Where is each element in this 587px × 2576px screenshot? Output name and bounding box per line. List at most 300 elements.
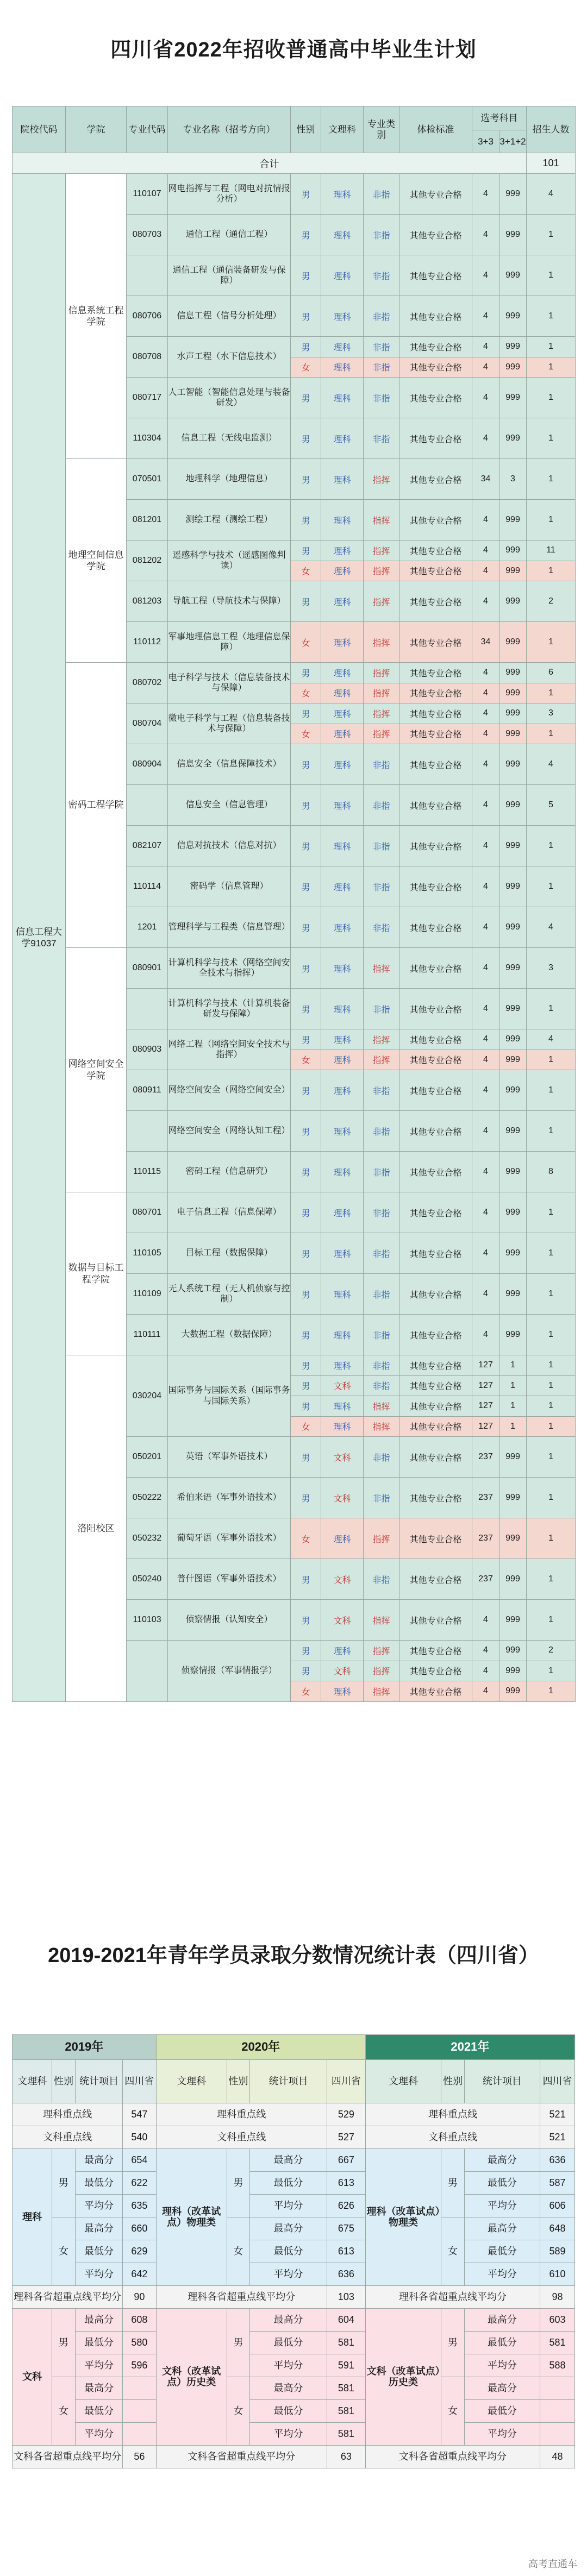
subjects-3-3-cell: 4: [472, 866, 499, 907]
quota-cell: 1: [527, 683, 576, 703]
quota-cell: 1: [527, 255, 576, 296]
subjects-3-3-cell: 4: [472, 337, 499, 357]
track-cell: 理科: [321, 622, 364, 663]
header-subjects: 选考科目: [472, 106, 527, 130]
category-cell: 指挥: [364, 1416, 399, 1437]
col-gender: 性别: [227, 2060, 250, 2103]
column-header-row: [13, 2060, 575, 2103]
college-cell: 数据与目标工程学院: [66, 1192, 127, 1355]
track-cell: 理科: [321, 581, 364, 622]
major-code: 080702: [127, 663, 168, 703]
major-name: 遥感科学与技术（遥感图像判读）: [168, 541, 291, 581]
stat-value: 622: [123, 2172, 156, 2195]
quota-cell: 1: [527, 561, 576, 581]
major-code: [127, 785, 168, 826]
stat-label: 最低分: [75, 2400, 122, 2423]
track-cell: 理科: [321, 500, 364, 541]
track-cell: 理科: [321, 1355, 364, 1376]
subjects-3-1-2-cell: 999: [499, 1152, 527, 1192]
gender-cell: 男: [291, 459, 321, 500]
major-code: 080911: [127, 1070, 168, 1111]
physical-cell: 其他专业合格: [399, 1152, 472, 1192]
stat-value: [540, 2377, 575, 2400]
track-label: 理科（改革试点）物理类: [156, 2149, 227, 2286]
gender-cell: 男: [291, 785, 321, 826]
gender-cell: 男: [291, 1600, 321, 1641]
major-name: 信息安全（信息保障技术）: [168, 744, 291, 785]
subjects-3-1-2-cell: 999: [499, 337, 527, 357]
category-cell: 非指: [364, 1355, 399, 1376]
stat-value: 588: [540, 2354, 575, 2377]
track-cell: 理科: [321, 826, 364, 866]
major-name: 信息对抗技术（信息对抗）: [168, 826, 291, 866]
subjects-3-1-2-cell: 999: [499, 1050, 527, 1070]
physical-cell: 其他专业合格: [399, 357, 472, 378]
key-line-label: 理科重点线: [365, 2103, 540, 2126]
col-track: 文理科: [156, 2060, 227, 2103]
physical-cell: 其他专业合格: [399, 1274, 472, 1315]
gender-label: 男: [441, 2149, 465, 2217]
track-cell: 理科: [321, 948, 364, 989]
header-physical: 体检标准: [399, 106, 472, 153]
over-line-avg-label: 理科各省超重点线平均分: [365, 2286, 540, 2309]
gender-cell: 男: [291, 1375, 321, 1396]
college-cell: 地理空间信息学院: [66, 459, 127, 663]
subjects-3-3-cell: 237: [472, 1559, 499, 1600]
gender-cell: 男: [291, 418, 321, 459]
gender-cell: 男: [291, 1111, 321, 1152]
subjects-3-3-cell: 34: [472, 459, 499, 500]
over-line-avg-value: 56: [123, 2446, 156, 2468]
track-cell: 理科: [321, 1233, 364, 1274]
stat-row: [13, 2263, 575, 2286]
subjects-3-1-2-cell: 999: [499, 1641, 527, 1661]
quota-cell: 1: [527, 826, 576, 866]
gender-cell: 男: [291, 337, 321, 357]
college-cell: 信息系统工程学院: [66, 174, 127, 459]
subjects-3-3-cell: 4: [472, 1681, 499, 1702]
category-cell: 非指: [364, 907, 399, 948]
physical-cell: 其他专业合格: [399, 1355, 472, 1376]
subjects-3-1-2-cell: 999: [499, 1070, 527, 1111]
major-code: [127, 255, 168, 296]
subjects-3-1-2-cell: 999: [499, 1274, 527, 1315]
category-cell: 指挥: [364, 459, 399, 500]
gender-cell: 男: [291, 1661, 321, 1681]
subjects-3-1-2-cell: 999: [499, 866, 527, 907]
physical-cell: 其他专业合格: [399, 1050, 472, 1070]
stat-value: [540, 2400, 575, 2423]
plan-row: [13, 459, 576, 500]
over-line-avg-value: 98: [540, 2286, 575, 2309]
stat-value: 667: [327, 2149, 365, 2172]
gender-cell: 男: [291, 1192, 321, 1233]
category-cell: 指挥: [364, 1029, 399, 1050]
track-cell: 理科: [321, 215, 364, 255]
stat-label: 平均分: [464, 2354, 540, 2377]
track-cell: 理科: [321, 724, 364, 744]
subjects-3-3-cell: 4: [472, 1661, 499, 1681]
major-name: 电子科学与技术（信息装备技术与保障）: [168, 663, 291, 703]
quota-cell: 1: [527, 1661, 576, 1681]
subjects-3-3-cell: 4: [472, 1274, 499, 1315]
physical-cell: 其他专业合格: [399, 459, 472, 500]
category-cell: 指挥: [364, 1641, 399, 1661]
gender-label: 男: [52, 2309, 76, 2377]
over-line-avg-value: 90: [123, 2286, 156, 2309]
major-code: 050222: [127, 1478, 168, 1518]
track-cell: 理科: [321, 1070, 364, 1111]
over-line-avg-value: 48: [540, 2446, 575, 2468]
major-code: [127, 1111, 168, 1152]
col-stat: 统计项目: [75, 2060, 122, 2103]
key-line-label: 理科重点线: [13, 2103, 123, 2126]
category-cell: 非指: [364, 989, 399, 1029]
col-track: 文理科: [13, 2060, 52, 2103]
track-cell: 理科: [321, 1192, 364, 1233]
stat-value: 581: [327, 2400, 365, 2423]
gender-cell: 男: [291, 1559, 321, 1600]
category-cell: 非指: [364, 1192, 399, 1233]
subjects-3-3-cell: 4: [472, 418, 499, 459]
major-code: 110115: [127, 1152, 168, 1192]
quota-cell: 6: [527, 663, 576, 683]
subjects-3-1-2-cell: 999: [499, 1559, 527, 1600]
quota-cell: 1: [527, 1233, 576, 1274]
stat-value: 581: [327, 2332, 365, 2354]
subjects-3-3-cell: 34: [472, 622, 499, 663]
track-cell: 理科: [321, 1050, 364, 1070]
subjects-3-1-2-cell: 999: [499, 1233, 527, 1274]
year-header: 2020年: [156, 2035, 365, 2060]
stat-value: 591: [327, 2354, 365, 2377]
major-code: 110304: [127, 418, 168, 459]
header-quota: 招生人数: [527, 106, 576, 153]
subjects-3-3-cell: 4: [472, 703, 499, 724]
gender-label: 女: [441, 2377, 465, 2446]
gender-label: 男: [441, 2309, 465, 2377]
stat-label: 最低分: [464, 2240, 540, 2263]
major-name: 信息工程（无线电监测）: [168, 418, 291, 459]
physical-cell: 其他专业合格: [399, 907, 472, 948]
track-label: 文科: [13, 2309, 52, 2446]
col-track: 文理科: [365, 2060, 441, 2103]
major-code: 081201: [127, 500, 168, 541]
subjects-3-3-cell: 4: [472, 1111, 499, 1152]
quota-cell: 1: [527, 1396, 576, 1417]
physical-cell: 其他专业合格: [399, 744, 472, 785]
subjects-3-3-cell: 237: [472, 1518, 499, 1559]
stat-value: 608: [123, 2309, 156, 2332]
physical-cell: 其他专业合格: [399, 948, 472, 989]
plan-row: [13, 174, 576, 215]
subjects-3-3-cell: 4: [472, 1070, 499, 1111]
stat-label: 最高分: [75, 2217, 122, 2240]
stat-value: 606: [540, 2195, 575, 2217]
quota-cell: 1: [527, 1111, 576, 1152]
subjects-3-1-2-cell: 999: [499, 1600, 527, 1641]
header-subjects-3-1-2: 3+1+2: [499, 130, 527, 153]
quota-cell: 1: [527, 1315, 576, 1355]
subjects-3-1-2-cell: 999: [499, 581, 527, 622]
quota-cell: 1: [527, 1050, 576, 1070]
gender-cell: 男: [291, 296, 321, 337]
quota-cell: 1: [527, 1375, 576, 1396]
major-name: 侦察情报（认知安全）: [168, 1600, 291, 1641]
physical-cell: 其他专业合格: [399, 581, 472, 622]
stat-label: 最低分: [464, 2400, 540, 2423]
quota-cell: 2: [527, 1641, 576, 1661]
major-code: 080717: [127, 378, 168, 418]
stat-row: [13, 2195, 575, 2217]
subjects-3-3-cell: 4: [472, 581, 499, 622]
quota-cell: 3: [527, 703, 576, 724]
major-code: 110112: [127, 622, 168, 663]
quota-cell: 2: [527, 581, 576, 622]
header-gender: 性别: [291, 106, 321, 153]
category-cell: 指挥: [364, 1661, 399, 1681]
gender-cell: 女: [291, 561, 321, 581]
quota-cell: 1: [527, 378, 576, 418]
major-code: 080701: [127, 1192, 168, 1233]
gender-cell: 男: [291, 1274, 321, 1315]
over-line-avg-label: 理科各省超重点线平均分: [13, 2286, 123, 2309]
stat-value: 675: [327, 2217, 365, 2240]
subjects-3-3-cell: 4: [472, 500, 499, 541]
quota-cell: 1: [527, 1478, 576, 1518]
subjects-3-3-cell: 4: [472, 1233, 499, 1274]
gender-cell: 男: [291, 1233, 321, 1274]
gender-cell: 女: [291, 622, 321, 663]
subjects-3-1-2-cell: 999: [499, 1437, 527, 1478]
physical-cell: 其他专业合格: [399, 989, 472, 1029]
major-name: 军事地理信息工程（地理信息保障）: [168, 622, 291, 663]
header-major-code: 专业代码: [127, 106, 168, 153]
category-cell: 非指: [364, 1152, 399, 1192]
gender-cell: 男: [291, 703, 321, 724]
major-name: 通信工程（通信工程）: [168, 215, 291, 255]
stat-value: 604: [327, 2309, 365, 2332]
quota-cell: 1: [527, 989, 576, 1029]
subjects-3-3-cell: 4: [472, 296, 499, 337]
col-province: 四川省: [327, 2060, 365, 2103]
category-cell: 指挥: [364, 1396, 399, 1417]
physical-cell: 其他专业合格: [399, 683, 472, 703]
physical-cell: 其他专业合格: [399, 1437, 472, 1478]
major-name: 网络空间安全（网络认知工程）: [168, 1111, 291, 1152]
subjects-3-1-2-cell: 999: [499, 541, 527, 561]
col-province: 四川省: [123, 2060, 156, 2103]
subjects-3-1-2-cell: 1: [499, 1396, 527, 1417]
subjects-3-3-cell: 4: [472, 561, 499, 581]
subjects-3-1-2-cell: 999: [499, 1518, 527, 1559]
subjects-3-1-2-cell: 999: [499, 1315, 527, 1355]
stat-label: 最低分: [75, 2332, 122, 2354]
header-major-name: 专业名称（招考方向）: [168, 106, 291, 153]
major-code: 070501: [127, 459, 168, 500]
physical-cell: 其他专业合格: [399, 826, 472, 866]
stat-row: [13, 2354, 575, 2377]
major-code: 110109: [127, 1274, 168, 1315]
subjects-3-1-2-cell: 999: [499, 683, 527, 703]
gender-cell: 男: [291, 1437, 321, 1478]
major-name: 电子信息工程（信息保障）: [168, 1192, 291, 1233]
track-cell: 理科: [321, 337, 364, 357]
category-cell: 非指: [364, 337, 399, 357]
track-cell: 理科: [321, 1518, 364, 1559]
stat-value: 648: [540, 2217, 575, 2240]
major-code: 110114: [127, 866, 168, 907]
gender-label: 女: [227, 2377, 250, 2446]
subjects-3-1-2-cell: 999: [499, 296, 527, 337]
stat-label: 平均分: [75, 2263, 122, 2286]
stat-label: 最低分: [75, 2172, 122, 2195]
major-code: 110111: [127, 1315, 168, 1355]
major-name: 密码学（信息管理）: [168, 866, 291, 907]
stat-value: [123, 2400, 156, 2423]
subjects-3-1-2-cell: 999: [499, 357, 527, 378]
stat-label: 最高分: [464, 2149, 540, 2172]
category-cell: 非指: [364, 296, 399, 337]
category-cell: 非指: [364, 215, 399, 255]
stat-label: 最高分: [75, 2149, 122, 2172]
gender-cell: 男: [291, 907, 321, 948]
quota-cell: 1: [527, 1600, 576, 1641]
major-code: 080904: [127, 744, 168, 785]
subjects-3-3-cell: 4: [472, 357, 499, 378]
track-cell: 理科: [321, 785, 364, 826]
subjects-3-1-2-cell: 999: [499, 1111, 527, 1152]
stat-value: 613: [327, 2240, 365, 2263]
category-cell: 非指: [364, 357, 399, 378]
over-line-avg-value: 63: [327, 2446, 365, 2468]
major-name: 无人系统工程（无人机侦察与控制）: [168, 1274, 291, 1315]
stat-value: 636: [327, 2263, 365, 2286]
subjects-3-3-cell: 4: [472, 378, 499, 418]
stat-value: 613: [327, 2172, 365, 2195]
key-line-label: 文科重点线: [156, 2126, 327, 2149]
quota-cell: 1: [527, 215, 576, 255]
subjects-3-1-2-cell: 999: [499, 724, 527, 744]
track-cell: 文科: [321, 1559, 364, 1600]
physical-cell: 其他专业合格: [399, 337, 472, 357]
subjects-3-3-cell: 4: [472, 683, 499, 703]
physical-cell: 其他专业合格: [399, 561, 472, 581]
stat-label: 最低分: [250, 2332, 327, 2354]
category-cell: 非指: [364, 1111, 399, 1152]
col-gender: 性别: [441, 2060, 465, 2103]
track-cell: 文科: [321, 1478, 364, 1518]
subjects-3-1-2-cell: 999: [499, 255, 527, 296]
stat-label: 平均分: [464, 2195, 540, 2217]
gender-cell: 男: [291, 378, 321, 418]
stat-label: 平均分: [464, 2423, 540, 2446]
major-name: 导航工程（导航技术与保障）: [168, 581, 291, 622]
stat-value: 654: [123, 2149, 156, 2172]
stat-label: 平均分: [75, 2195, 122, 2217]
gender-cell: 男: [291, 1641, 321, 1661]
major-name: 微电子科学与工程（信息装备技术与保障）: [168, 703, 291, 744]
key-line-value: 521: [540, 2103, 575, 2126]
subjects-3-1-2-cell: 999: [499, 826, 527, 866]
physical-cell: 其他专业合格: [399, 1681, 472, 1702]
subjects-3-3-cell: 127: [472, 1375, 499, 1396]
physical-cell: 其他专业合格: [399, 1375, 472, 1396]
stat-value: [123, 2377, 156, 2400]
major-name: 普什图语（军事外语技术）: [168, 1559, 291, 1600]
major-code: 030204: [127, 1355, 168, 1437]
track-cell: 理科: [321, 357, 364, 378]
college-cell: 洛阳校区: [66, 1355, 127, 1702]
major-code: 050232: [127, 1518, 168, 1559]
subjects-3-3-cell: 237: [472, 1437, 499, 1478]
stat-value: [123, 2423, 156, 2446]
gender-cell: 男: [291, 1152, 321, 1192]
stat-value: 587: [540, 2172, 575, 2195]
gender-label: 女: [52, 2377, 76, 2446]
track-cell: 理科: [321, 1274, 364, 1315]
stat-row: [13, 2309, 575, 2332]
track-cell: 文科: [321, 1437, 364, 1478]
physical-cell: 其他专业合格: [399, 1315, 472, 1355]
gender-cell: 男: [291, 500, 321, 541]
track-cell: 理科: [321, 418, 364, 459]
category-cell: 非指: [364, 785, 399, 826]
gender-label: 女: [52, 2217, 76, 2286]
category-cell: 指挥: [364, 724, 399, 744]
quota-cell: 1: [527, 1681, 576, 1702]
subjects-3-1-2-cell: 999: [499, 1661, 527, 1681]
major-name: 人工智能（智能信息处理与装备研发）: [168, 378, 291, 418]
track-cell: 文科: [321, 1600, 364, 1641]
quota-cell: 1: [527, 357, 576, 378]
stats-title: 2019-2021年青年学员录取分数情况统计表（四川省）: [48, 1944, 539, 1967]
category-cell: 非指: [364, 866, 399, 907]
subjects-3-3-cell: 4: [472, 1641, 499, 1661]
track-cell: 理科: [321, 703, 364, 724]
category-cell: 指挥: [364, 561, 399, 581]
category-cell: 指挥: [364, 948, 399, 989]
stat-value: 635: [123, 2195, 156, 2217]
key-line-value: 547: [123, 2103, 156, 2126]
major-code: [127, 1641, 168, 1702]
total-value: 101: [527, 153, 576, 174]
physical-cell: 其他专业合格: [399, 866, 472, 907]
subjects-3-1-2-cell: 999: [499, 1029, 527, 1050]
major-code: [127, 989, 168, 1029]
stat-value: 581: [540, 2332, 575, 2354]
subjects-3-1-2-cell: 999: [499, 1192, 527, 1233]
stat-row: [13, 2400, 575, 2423]
major-name: 网电指挥与工程（网电对抗情报分析）: [168, 174, 291, 215]
subjects-3-3-cell: 4: [472, 744, 499, 785]
category-cell: 非指: [364, 1478, 399, 1518]
subjects-3-3-cell: 4: [472, 1029, 499, 1050]
stat-value: 660: [123, 2217, 156, 2240]
header-subjects-3-3: 3+3: [472, 130, 499, 153]
quota-cell: 1: [527, 1192, 576, 1233]
stat-label: 最低分: [250, 2172, 327, 2195]
gender-cell: 男: [291, 1029, 321, 1050]
gender-cell: 男: [291, 826, 321, 866]
gender-label: 女: [441, 2217, 465, 2286]
gender-label: 男: [227, 2149, 250, 2217]
page-title: 四川省2022年招收普通高中毕业生计划: [110, 39, 477, 61]
gender-cell: 女: [291, 683, 321, 703]
college-cell: 密码工程学院: [66, 663, 127, 948]
track-cell: 理科: [321, 1152, 364, 1192]
major-name: 希伯来语（军事外语技术）: [168, 1478, 291, 1518]
